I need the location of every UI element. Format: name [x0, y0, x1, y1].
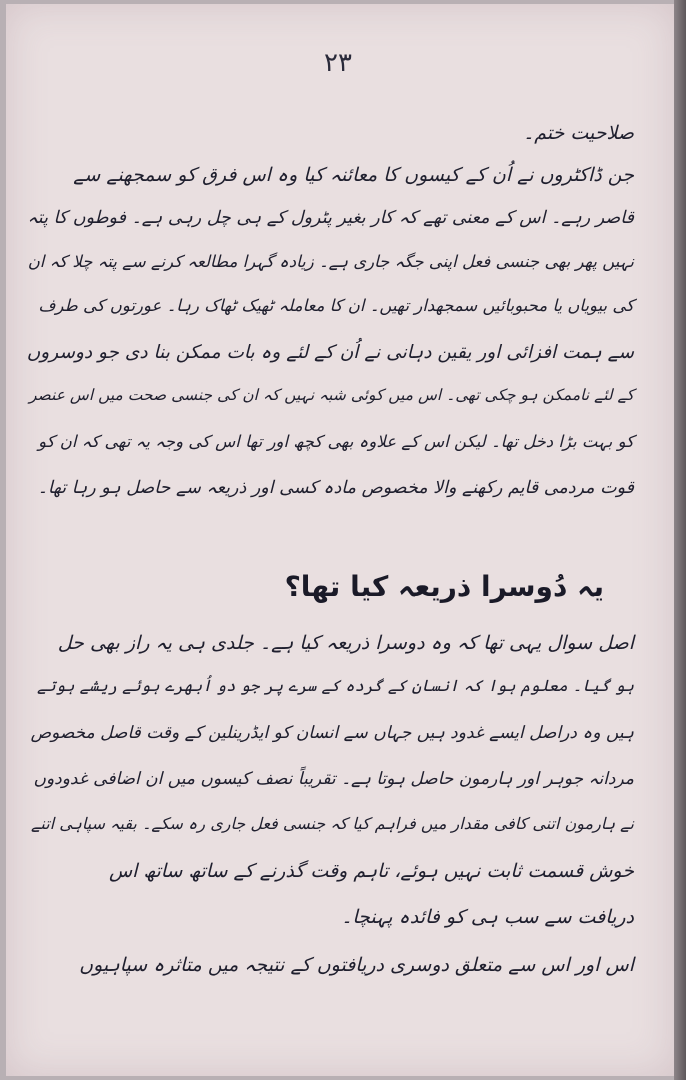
text-line: اصل سوال یہی تھا کہ وہ دوسرا ذریعہ کیا ہے۔ جلدی ہی یہ راز بھی حل: [57, 632, 634, 654]
text-line: مردانہ جوہر اور ہارمون حاصل ہوتا ہے۔ تقریباً نصف کیسوں میں ان اضافی غدودوں: [33, 769, 634, 789]
book-edge: [674, 0, 686, 1080]
text-line: قاصر رہے۔ اس کے معنی تھے کہ کار بغیر پٹرول کے ہی چل رہی ہے۔ فوطوں کا پتہ: [27, 208, 634, 228]
text-line: ہیں وہ دراصل ایسے غدود ہیں جہاں سے انسان کو ایڈرینلین کے وقت قاصل مخصوص: [30, 723, 634, 743]
text-line: دریافت سے سب ہی کو فائدہ پہنچا۔: [341, 906, 634, 928]
text-line: صلاحیت ختم۔: [523, 122, 634, 144]
text-line: ہو گیا۔ معلوم ہوا کہ انسان کے گردہ کے سرے پر جو دو اُبھرے ہوئے ریشے ہوتے: [37, 676, 634, 695]
page-number: ۲۳: [324, 48, 352, 78]
text-line: سے ہمت افزائی اور یقین دہانی نے اُن کے لئے وہ بات ممکن بنا دی جو دوسروں: [26, 342, 634, 363]
text-line: نے ہارمون اتنی کافی مقدار میں فراہم کیا کہ جنسی فعل جاری رہ سکے۔ بقیہ سپاہی اتنے: [31, 814, 634, 833]
book-page: [6, 4, 674, 1076]
text-line: اس اور اس سے متعلق دوسری دریافتوں کے نتیجہ میں متاثرہ سپاہیوں: [79, 954, 634, 976]
text-line: کے لئے ناممکن ہو چکی تھی۔ اس میں کوئی شبہ نہیں کہ ان کی جنسی صحت میں اس عنصر: [29, 386, 634, 404]
text-line: کی بیویاں یا محبوبائیں سمجھدار تھیں۔ ان کا معاملہ ٹھیک ٹھاک رہا۔ عورتوں کی طرف: [38, 296, 634, 315]
text-line: جن ڈاکٹروں نے اُن کے کیسوں کا معائنہ کیا وہ اس فرق کو سمجھنے سے: [73, 164, 634, 186]
text-line: کو بہت بڑا دخل تھا۔ لیکن اس کے علاوہ بھی کچھ اور تھا اس کی وجہ یہ تھی کہ ان کو: [38, 432, 634, 451]
text-line: نہیں پھر بھی جنسی فعل اپنی جگہ جاری ہے۔ زیادہ گہرا مطالعہ کرنے سے پتہ چلا کہ ان: [27, 252, 634, 271]
text-line: خوش قسمت ثابت نہیں ہوئے، تاہم وقت گذرنے کے ساتھ ساتھ اس: [108, 860, 634, 882]
text-line: قوت مردمی قایم رکھنے والا مخصوص مادہ کسی اور ذریعہ سے حاصل ہو رہا تھا۔: [37, 478, 634, 498]
section-heading: یہ دُوسرا ذریعہ کیا تھا؟: [284, 570, 604, 603]
